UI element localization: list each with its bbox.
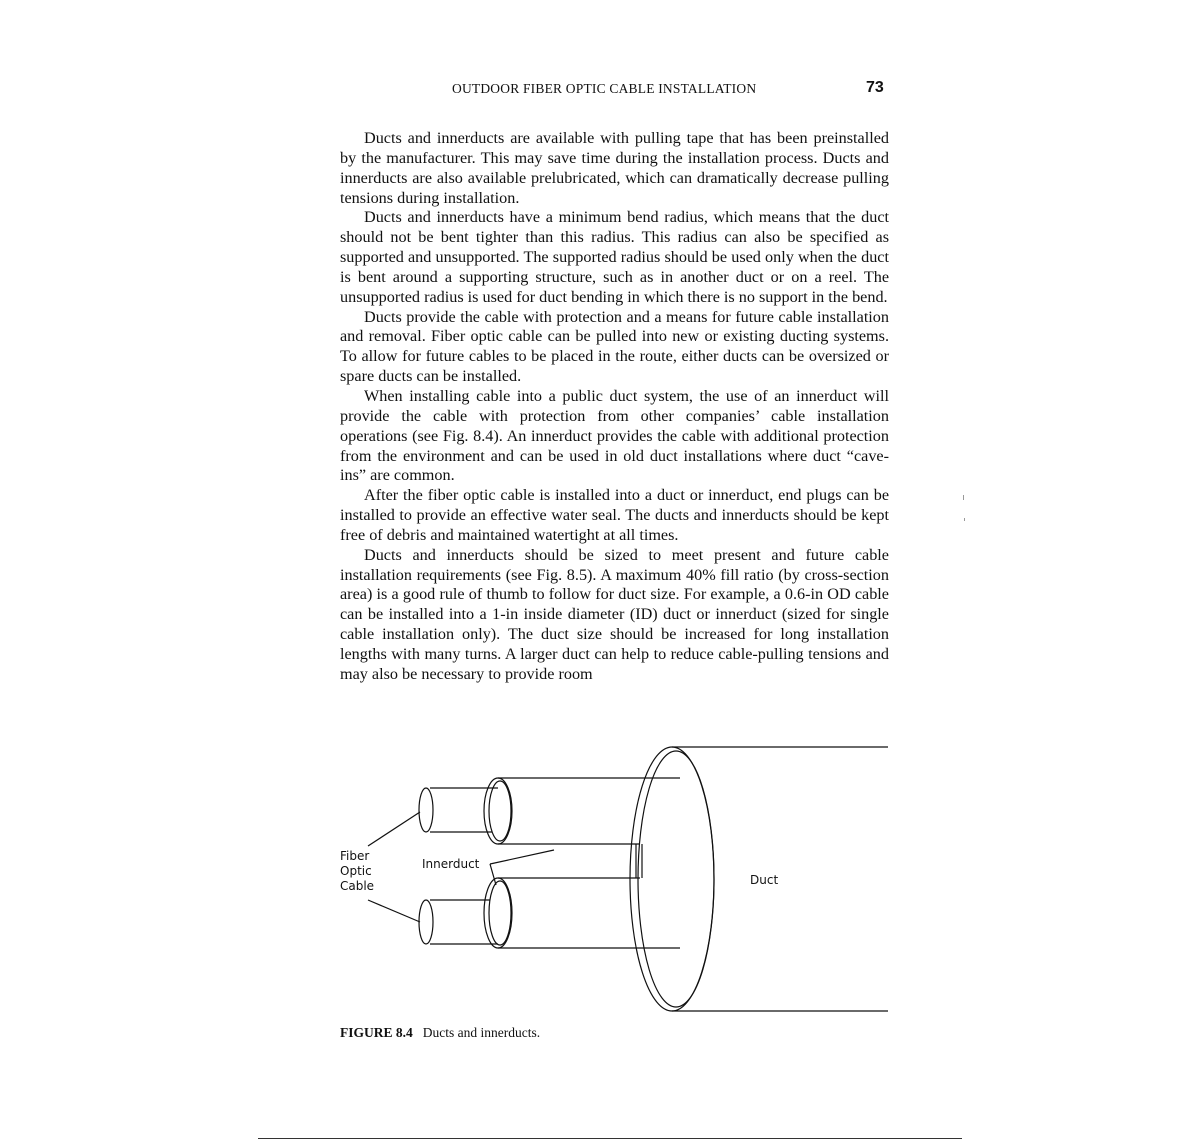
figure-ducts-innerducts (330, 740, 900, 1020)
paragraph: Ducts and innerducts have a minimum bend radius, which means that the duct should not be bent tighter than this radius. This radius can also be specified as supported and unsupported. The supported radius should be used only when the duct is bent around a supporting structure, such as in another duct or on a reel. The unsupported radius is used for duct bending in which there is no support in the bend. (340, 208, 889, 306)
paragraph: Ducts and innerducts are available with pulling tape that has been preinstalled by the manufacturer. This may save time during the installation process. Ducts and innerducts are also available prelubricated, which can dramatically decrease pulling tensions during installation. (340, 129, 889, 207)
figure-caption-text: Ducts and innerducts. (422, 1025, 541, 1040)
innerduct-lower-end-inner (489, 881, 511, 945)
leader-cable-upper (368, 812, 420, 846)
bottom-rule (258, 1138, 962, 1139)
duct-end-outer (630, 747, 714, 1011)
duct-diagram (330, 740, 900, 1020)
paragraph: Ducts provide the cable with protection and a means for future cable installation and removal. Fiber optic cable can be pulled into new or existing ducting systems. To allow for future cables to be placed in the route, either ducts can be oversized or spare ducts can be installed. (340, 307, 889, 386)
label-fiber: Fiber (340, 849, 370, 863)
paragraph: Ducts and innerducts should be sized to meet present and future cable installation requirements (see Fig. 8.5). A maximum 40% fill ratio (by cross-section area) is a good rule of thumb to follow for duct size. For example, a 0.6-in OD cable can be installed into a 1-in inside diameter (ID) duct or innerduct (sized for single cable installation only). The duct size should be increased for long installation lengths with many turns. A larger duct can help to reduce cable-pulling tensions and may also be necessary to provide room (340, 545, 889, 683)
leader-innerduct (490, 850, 554, 864)
running-title: OUTDOOR FIBER OPTIC CABLE INSTALLATION (452, 81, 757, 96)
innerduct-lower-body (498, 878, 680, 948)
cable-lower-end (419, 900, 433, 944)
label-innerduct: Innerduct (422, 857, 480, 871)
label-optic: Optic (340, 864, 372, 878)
innerduct-upper-end-inner (489, 781, 511, 841)
scan-speck (963, 495, 964, 500)
cable-upper (430, 788, 498, 832)
label-cable: Cable (340, 879, 375, 893)
leader-cable-lower (368, 900, 420, 922)
page-number: 73 (866, 79, 884, 96)
paragraph: After the fiber optic cable is installed into a duct or innerduct, end plugs can be installed to provide an effective water seal. The ducts and innerducts should be kept free of debris and maintained watertight at all times. (340, 486, 889, 544)
figure-caption (340, 1025, 540, 1041)
cable-upper-end (419, 788, 433, 832)
figure-number: FIGURE 8.4 (340, 1025, 413, 1040)
innerduct-upper-body (498, 778, 680, 844)
label-duct: Duct (750, 873, 779, 887)
body-text (340, 129, 889, 685)
innerduct-lower-end (484, 878, 512, 948)
paragraph: When installing cable into a public duct system, the use of an innerduct will provide the cable with protection from other companies’ cable installation operations (see Fig. 8.4). An innerduct provides the cable with additional protection from the environment and can be used in old duct installations where duct “cave-ins” are common. (340, 386, 889, 485)
duct-end-inner (638, 751, 714, 1007)
scan-speck (964, 518, 965, 521)
